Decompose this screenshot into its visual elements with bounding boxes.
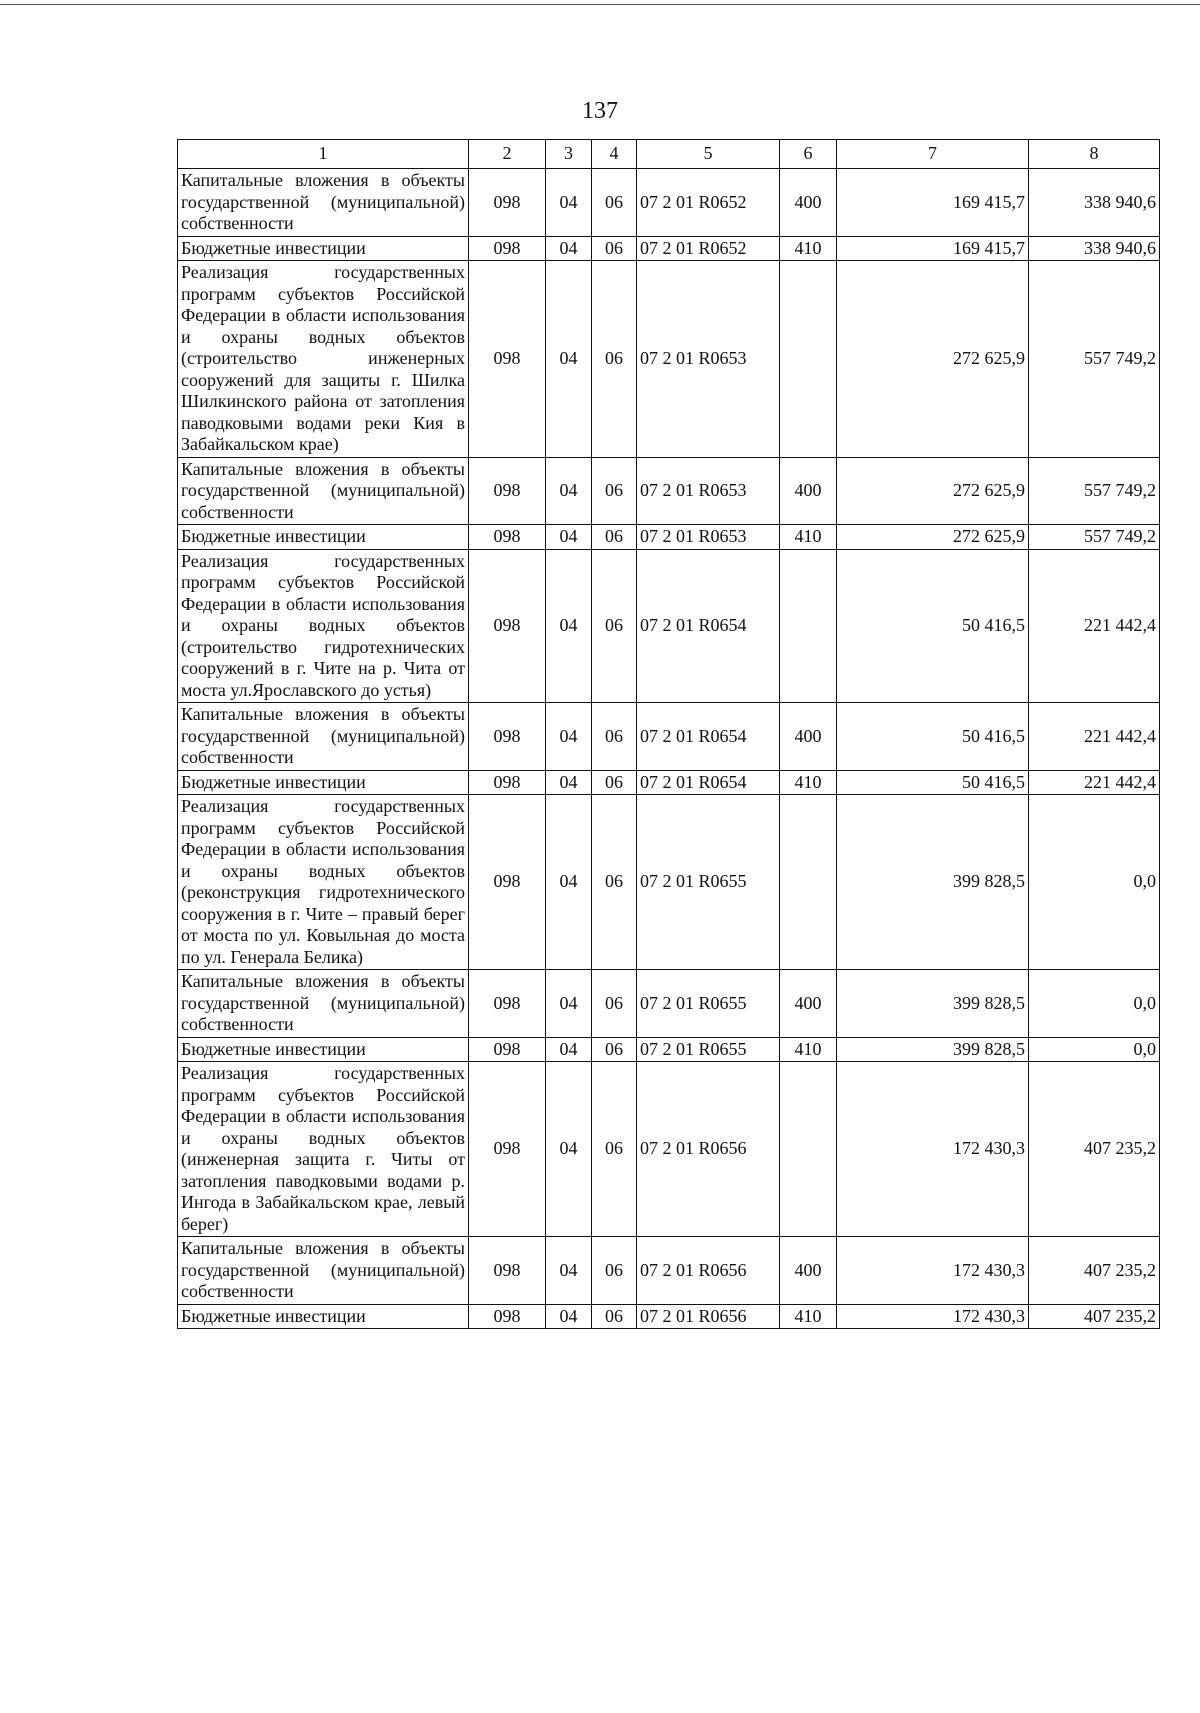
cell-program-code: 07 2 01 R0655 [637, 795, 780, 970]
cell-amount-7: 272 625,9 [837, 525, 1029, 550]
cell-amount-7: 50 416,5 [837, 770, 1029, 795]
cell-code-4: 06 [592, 770, 637, 795]
column-header: 2 [469, 140, 546, 169]
cell-code-3: 04 [546, 1237, 592, 1305]
table-row [178, 1237, 1160, 1305]
table-row [178, 1304, 1160, 1329]
cell-program-code: 07 2 01 R0656 [637, 1304, 780, 1329]
cell-amount-7: 272 625,9 [837, 457, 1029, 525]
cell-expense-type [780, 795, 837, 970]
cell-code-3: 04 [546, 1304, 592, 1329]
cell-program-code: 07 2 01 R0656 [637, 1237, 780, 1305]
cell-program-code: 07 2 01 R0655 [637, 970, 780, 1038]
cell-amount-7: 272 625,9 [837, 261, 1029, 458]
cell-code-4: 06 [592, 795, 637, 970]
cell-amount-8: 407 235,2 [1029, 1062, 1160, 1237]
cell-program-code: 07 2 01 R0654 [637, 770, 780, 795]
cell-amount-8: 221 442,4 [1029, 703, 1160, 771]
cell-amount-8: 557 749,2 [1029, 457, 1160, 525]
cell-amount-7: 172 430,3 [837, 1304, 1029, 1329]
cell-code-2: 098 [469, 970, 546, 1038]
row-name: Капитальные вложения в объекты государственной (муниципальной) собственности [178, 169, 469, 237]
cell-expense-type [780, 549, 837, 703]
row-name: Капитальные вложения в объекты государственной (муниципальной) собственности [178, 1237, 469, 1305]
column-header: 5 [637, 140, 780, 169]
column-header: 7 [837, 140, 1029, 169]
row-name: Реализация государственных программ субъектов Российской Федерации в области использования и охраны водных объектов (реконструкция гидротехнического сооружения в г. Чите – правый берег от моста по ул. Ковыльная до моста по ул. Генерала Белика) [178, 795, 469, 970]
budget-table [177, 139, 1160, 1329]
cell-amount-8: 407 235,2 [1029, 1237, 1160, 1305]
cell-amount-7: 399 828,5 [837, 1037, 1029, 1062]
cell-expense-type: 400 [780, 169, 837, 237]
table-header-row [178, 140, 1160, 169]
cell-code-4: 06 [592, 169, 637, 237]
cell-code-4: 06 [592, 1304, 637, 1329]
cell-code-3: 04 [546, 457, 592, 525]
cell-program-code: 07 2 01 R0652 [637, 236, 780, 261]
row-name: Капитальные вложения в объекты государственной (муниципальной) собственности [178, 970, 469, 1038]
table-row [178, 549, 1160, 703]
cell-expense-type: 400 [780, 970, 837, 1038]
column-header: 3 [546, 140, 592, 169]
cell-code-4: 06 [592, 1037, 637, 1062]
cell-expense-type: 410 [780, 770, 837, 795]
table-row [178, 770, 1160, 795]
row-name: Реализация государственных программ субъектов Российской Федерации в области использования и охраны водных объектов (строительство гидротехнических сооружений в г. Чите на р. Чита от моста ул.Ярославского до устья) [178, 549, 469, 703]
cell-amount-7: 172 430,3 [837, 1062, 1029, 1237]
cell-expense-type: 410 [780, 525, 837, 550]
row-name: Бюджетные инвестиции [178, 1037, 469, 1062]
cell-amount-8: 0,0 [1029, 970, 1160, 1038]
cell-code-2: 098 [469, 457, 546, 525]
table-row [178, 236, 1160, 261]
cell-code-2: 098 [469, 703, 546, 771]
cell-code-2: 098 [469, 1237, 546, 1305]
cell-program-code: 07 2 01 R0653 [637, 525, 780, 550]
cell-code-3: 04 [546, 795, 592, 970]
cell-expense-type: 410 [780, 236, 837, 261]
cell-code-4: 06 [592, 970, 637, 1038]
cell-amount-8: 407 235,2 [1029, 1304, 1160, 1329]
cell-program-code: 07 2 01 R0654 [637, 703, 780, 771]
cell-program-code: 07 2 01 R0656 [637, 1062, 780, 1237]
cell-code-2: 098 [469, 1304, 546, 1329]
cell-amount-8: 221 442,4 [1029, 770, 1160, 795]
row-name: Бюджетные инвестиции [178, 525, 469, 550]
scan-edge-line [0, 4, 1200, 5]
table-row [178, 169, 1160, 237]
page-number: 137 [582, 98, 618, 124]
cell-code-2: 098 [469, 261, 546, 458]
cell-program-code: 07 2 01 R0652 [637, 169, 780, 237]
cell-amount-8: 338 940,6 [1029, 169, 1160, 237]
cell-amount-8: 0,0 [1029, 795, 1160, 970]
cell-code-4: 06 [592, 549, 637, 703]
column-header: 4 [592, 140, 637, 169]
cell-program-code: 07 2 01 R0654 [637, 549, 780, 703]
cell-amount-8: 338 940,6 [1029, 236, 1160, 261]
cell-code-4: 06 [592, 457, 637, 525]
cell-code-3: 04 [546, 970, 592, 1038]
cell-expense-type: 400 [780, 1237, 837, 1305]
row-name: Бюджетные инвестиции [178, 236, 469, 261]
cell-code-2: 098 [469, 1037, 546, 1062]
cell-code-2: 098 [469, 549, 546, 703]
table-row [178, 1037, 1160, 1062]
cell-amount-8: 0,0 [1029, 1037, 1160, 1062]
cell-code-2: 098 [469, 770, 546, 795]
cell-code-4: 06 [592, 703, 637, 771]
cell-amount-8: 221 442,4 [1029, 549, 1160, 703]
cell-code-3: 04 [546, 703, 592, 771]
cell-program-code: 07 2 01 R0655 [637, 1037, 780, 1062]
cell-program-code: 07 2 01 R0653 [637, 261, 780, 458]
column-header: 8 [1029, 140, 1160, 169]
row-name: Капитальные вложения в объекты государственной (муниципальной) собственности [178, 703, 469, 771]
cell-code-2: 098 [469, 795, 546, 970]
cell-code-2: 098 [469, 1062, 546, 1237]
cell-code-4: 06 [592, 1062, 637, 1237]
table-row [178, 1062, 1160, 1237]
cell-amount-7: 172 430,3 [837, 1237, 1029, 1305]
cell-amount-7: 169 415,7 [837, 169, 1029, 237]
cell-code-4: 06 [592, 525, 637, 550]
cell-code-2: 098 [469, 525, 546, 550]
cell-code-3: 04 [546, 549, 592, 703]
cell-amount-7: 399 828,5 [837, 970, 1029, 1038]
column-header: 1 [178, 140, 469, 169]
row-name: Бюджетные инвестиции [178, 1304, 469, 1329]
cell-amount-8: 557 749,2 [1029, 261, 1160, 458]
cell-program-code: 07 2 01 R0653 [637, 457, 780, 525]
cell-code-3: 04 [546, 525, 592, 550]
cell-amount-7: 399 828,5 [837, 795, 1029, 970]
cell-expense-type: 410 [780, 1037, 837, 1062]
table-row [178, 703, 1160, 771]
column-header: 6 [780, 140, 837, 169]
cell-code-2: 098 [469, 169, 546, 237]
cell-code-4: 06 [592, 236, 637, 261]
cell-code-3: 04 [546, 1037, 592, 1062]
cell-amount-7: 50 416,5 [837, 703, 1029, 771]
row-name: Реализация государственных программ субъектов Российской Федерации в области использования и охраны водных объектов (строительство инженерных сооружений для защиты г. Шилка Шилкинского района от затопления паводковыми водами реки Кия в Забайкальском крае) [178, 261, 469, 458]
cell-expense-type: 410 [780, 1304, 837, 1329]
cell-expense-type: 400 [780, 457, 837, 525]
row-name: Капитальные вложения в объекты государственной (муниципальной) собственности [178, 457, 469, 525]
cell-amount-7: 169 415,7 [837, 236, 1029, 261]
cell-code-4: 06 [592, 261, 637, 458]
cell-code-3: 04 [546, 236, 592, 261]
cell-amount-7: 50 416,5 [837, 549, 1029, 703]
cell-expense-type [780, 1062, 837, 1237]
cell-code-3: 04 [546, 169, 592, 237]
table-row [178, 457, 1160, 525]
table-row [178, 970, 1160, 1038]
row-name: Бюджетные инвестиции [178, 770, 469, 795]
table-row [178, 795, 1160, 970]
cell-expense-type: 400 [780, 703, 837, 771]
cell-amount-8: 557 749,2 [1029, 525, 1160, 550]
row-name: Реализация государственных программ субъектов Российской Федерации в области использования и охраны водных объектов (инженерная защита г. Читы от затопления паводковыми водами р. Ингода в Забайкальском крае, левый берег) [178, 1062, 469, 1237]
cell-code-4: 06 [592, 1237, 637, 1305]
cell-code-3: 04 [546, 261, 592, 458]
table-row [178, 261, 1160, 458]
table-row [178, 525, 1160, 550]
cell-code-3: 04 [546, 1062, 592, 1237]
cell-code-3: 04 [546, 770, 592, 795]
cell-code-2: 098 [469, 236, 546, 261]
cell-expense-type [780, 261, 837, 458]
